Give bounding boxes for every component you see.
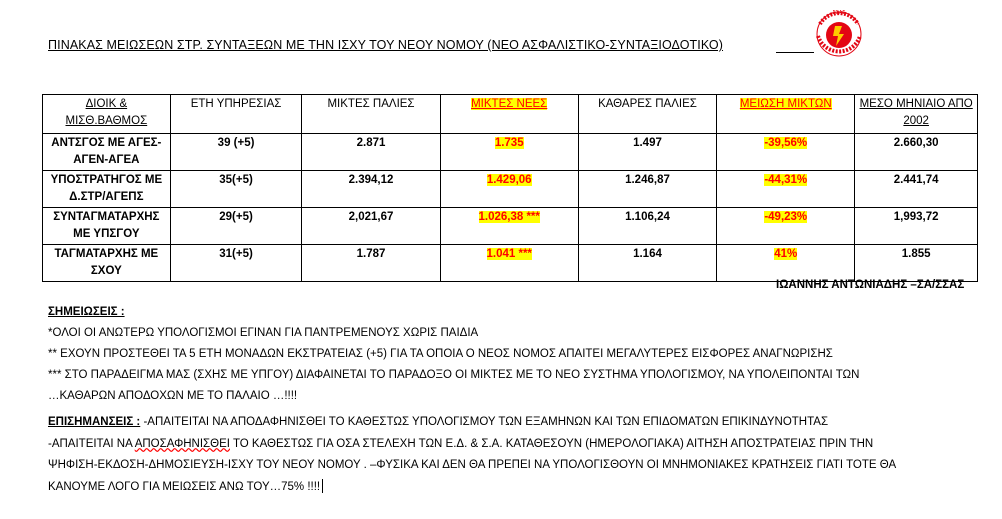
cell-net-old: 1.246,87 [578,171,716,208]
organization-logo [812,6,866,60]
cell-monthly-average: 1.855 [855,245,978,282]
cell-rank: ΑΝΤΣΓΟΣ ΜΕ ΑΓΕΣ-ΑΓΕΝ-ΑΓΕΑ [43,134,171,171]
note-line: ** ΕΧΟΥΝ ΠΡΟΣΤΕΘΕΙ ΤΑ 5 ΕΤΗ ΜΟΝΑΔΩΝ ΕΚΣΤΡΑΤΕΙΑΣ (+5) ΓΙΑ ΤΑ ΟΠΟΙΑ Ο ΝΕΟΣ ΝΟΜΟΣ ΑΠΑΙΤΕΙ ΜΕΓΑΛΥΤΕΡΕΣ ΕΙΣΦΟΡΕΣ ΑΝΑΓΝΩΡΙΣΗΣ [48,348,833,360]
cell-monthly-average: 2.660,30 [855,134,978,171]
header-rank: ΔΙΟΙΚ & ΜΙΣΘ.ΒΑΘΜΟΣ [43,95,171,134]
remarks-heading: ΕΠΙΣΗΜΑΝΣΕΙΣ : [48,416,141,428]
header-net-old: ΚΑΘΑΡΕΣ ΠΑΛΙΕΣ [578,95,716,134]
table-row [43,134,978,171]
cell-gross-old: 1.787 [302,245,440,282]
note-line: *** ΣΤΟ ΠΑΡΑΔΕΙΓΜΑ ΜΑΣ (ΣΧΗΣ ΜΕ ΥΠΓΟΥ) ΔΙΑΦΑΙΝΕΤΑΙ ΤΟ ΠΑΡΑΔΟΞΟ ΟΙ ΜΙΚΤΕΣ ΜΕ ΤΟ ΝΕΟ ΣΥΣΤΗΜΑ ΥΠΟΛΟΓΙΣΜΟΥ, ΝΑ ΥΠΟΛΕΙΠΟΝΤΑΙ ΤΩΝ [48,369,860,381]
cell-gross-old: 2,021,67 [302,208,440,245]
note-line: *ΟΛΟΙ ΟΙ ΑΝΩΤΕΡΩ ΥΠΟΛΟΓΙΣΜΟΙ ΕΓΙΝΑΝ ΓΙΑ ΠΑΝΤΡΕΜΕΝΟΥΣ ΧΩΡΙΣ ΠΑΙΔΙΑ [48,327,479,339]
cell-net-old: 1.106,24 [578,208,716,245]
cell-monthly-average: 1,993,72 [855,208,978,245]
notes-heading: ΣΗΜΕΙΩΣΕΙΣ : [48,306,125,318]
remark-line: ΨΗΦΙΣΗ-ΕΚΔΟΣΗ-ΔΗΜΟΣΙΕΥΣΗ-ΙΣΧΥ ΤΟΥ ΝΕΟΥ ΝΟΜΟΥ . –ΦΥΣΙΚΑ ΚΑΙ ΔΕΝ ΘΑ ΠΡΕΠΕΙ ΝΑ ΥΠΟΛΟΓΙΣΘΟΥΝ ΟΙ ΜΝΗΜΟΝΙΑΚΕΣ ΚΡΑΤΗΣΕΙΣ ΓΙΑΤΙ ΤΟΤΕ ΘΑ [48,459,897,471]
cell-net-old: 1.164 [578,245,716,282]
title-underline-tail [776,52,814,53]
cell-net-old: 1.497 [578,134,716,171]
cell-gross-new: 1.026,38 *** [440,208,578,245]
cell-reduction: -49,23% [717,208,855,245]
cell-years: 31(+5) [170,245,302,282]
cell-gross-new: 1.041 *** [440,245,578,282]
remark-line: ΕΠΙΣΗΜΑΝΣΕΙΣ : -ΑΠΑΙΤΕΙΤΑΙ ΝΑ ΑΠΟΔΑΦΗΝΙΣΘΕΙ ΤΟ ΚΑΘΕΣΤΩΣ ΥΠΟΛΟΓΙΣΜΟΥ ΤΩΝ ΕΞΑΜΗΝΩΝ ΚΑΙ ΤΩΝ ΕΠΙΔΟΜΑΤΩΝ ΕΠΙΚΙΝΔΥΝΟΤΗΤΑΣ [48,416,829,428]
remark-line: -ΑΠΑΙΤΕΙΤΑΙ ΝΑ ΑΠΟΣΑΦΗΝΙΣΘΕΙ ΤΟ ΚΑΘΕΣΤΩΣ ΓΙΑ ΟΣΑ ΣΤΕΛΕΧΗ ΤΩΝ Ε.Δ. & Σ.Α. ΚΑΤΑΘΕΣΟΥΝ (ΗΜΕΡΟΛΟΓΙΑΚΑ) ΑΙΤΗΣΗ ΑΠΟΣΤΡΑΤΕΙΑΣ ΠΡΙΝ ΤΗΝ [48,437,874,450]
cell-rank: ΥΠΟΣΤΡΑΤΗΓΟΣ ΜΕ Δ.ΣΤΡ/ΑΓΕΠΣ [43,171,171,208]
cell-years: 29(+5) [170,208,302,245]
cell-reduction: -39,56% [717,134,855,171]
table-row [43,245,978,282]
notes-section [48,302,859,407]
cell-rank: ΤΑΓΜΑΤΑΡΧΗΣ ΜΕ ΣΧΟΥ [43,245,171,282]
cell-years: 35(+5) [170,171,302,208]
cell-years: 39 (+5) [170,134,302,171]
header-gross-reduction: ΜΕΙΩΣΗ ΜΙΚΤΩΝ [717,95,855,134]
svg-text:ΣΣΑΣ: ΣΣΑΣ [832,10,846,16]
remark-line: ΚΑΝΟΥΜΕ ΛΟΓΟ ΓΙΑ ΜΕΙΩΣΕΙΣ ΑΝΩ ΤΟΥ…75% !!!! [48,477,896,499]
table-header-row [43,95,978,134]
cell-gross-old: 2.394,12 [302,171,440,208]
cell-monthly-average: 2.441,74 [855,171,978,208]
cell-reduction: -44,31% [717,171,855,208]
cell-rank: ΣΥΝΤΑΓΜΑΤΑΡΧΗΣ ΜΕ ΥΠΣΓΟΥ [43,208,171,245]
table-row [43,171,978,208]
header-monthly-average: ΜΕΣΟ ΜΗΝΙΑΙΟ ΑΠΟ 2002 [855,95,978,134]
table-row [43,208,978,245]
header-gross-old: ΜΙΚΤΕΣ ΠΑΛΙΕΣ [302,95,440,134]
misspelled-word: ΑΠΟΣΑΦΗΝΙΣΘΕΙ [134,437,230,450]
cell-gross-old: 2.871 [302,134,440,171]
cell-gross-new: 1.735 [440,134,578,171]
document-title: ΠΙΝΑΚΑΣ ΜΕΙΩΣΕΩΝ ΣΤΡ. ΣΥΝΤΑΞΕΩΝ ΜΕ ΤΗΝ ΙΣΧΥ ΤΟΥ ΝΕΟΥ ΝΟΜΟΥ (ΝΕΟ ΑΣΦΑΛΙΣΤΙΚΟ-ΣΥΝΤΑΞΙΟΔΟΤΙΚΟ) [48,38,724,52]
author-signature: ΙΩΑΝΝΗΣ ΑΝΤΩΝΙΑΔΗΣ –ΣΑ/ΣΣΑΣ [776,279,965,291]
header-years-service: ΕΤΗ ΥΠΗΡΕΣΙΑΣ [170,95,302,134]
header-gross-new: ΜΙΚΤΕΣ ΝΕΕΣ [440,95,578,134]
cell-reduction: 41% [717,245,855,282]
pension-reduction-table [42,94,978,282]
text-cursor [322,479,323,493]
note-line: …ΚΑΘΑΡΩΝ ΑΠΟΔΟΧΩΝ ΜΕ ΤΟ ΠΑΛΑΙΟ …!!!! [48,390,298,402]
remarks-section [48,412,896,498]
cell-gross-new: 1.429,06 [440,171,578,208]
